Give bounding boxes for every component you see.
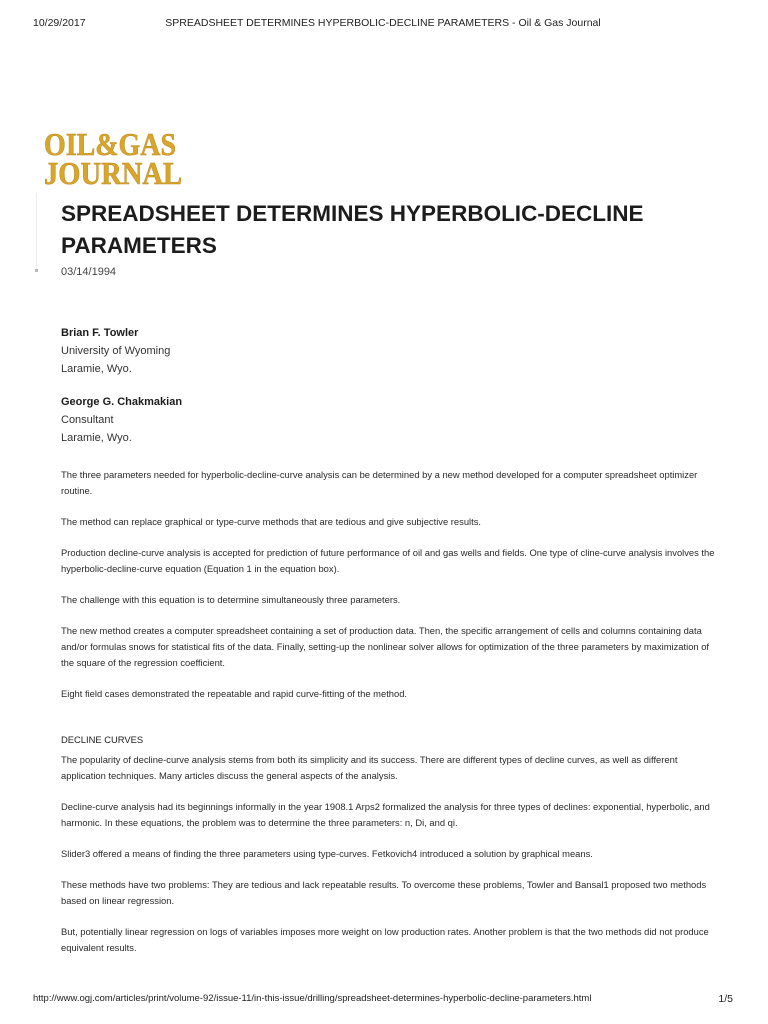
body-paragraph: The popularity of decline-curve analysis stems from both its simplicity and its success. There are different types of decline curves, as well as different application techniques. Many articles discuss the general aspects of the analysis.: [61, 754, 678, 781]
author-affiliation: Consultant: [61, 414, 114, 426]
body-paragraph: Production decline-curve analysis is accepted for prediction of future performance of oil and gas wells and fields. One type of cline-curve analysis involves the hyperbolic-decline-curve equation (Equation 1 in the equation box).: [61, 547, 715, 574]
page-number: 1/5: [718, 993, 733, 1005]
svg-text:JOURNAL: JOURNAL: [44, 155, 182, 190]
author-block: [61, 324, 461, 378]
oil-gas-journal-logo[interactable]: [42, 128, 192, 190]
author-name: George G. Chakmakian: [61, 396, 183, 408]
author-block: [61, 393, 461, 447]
logo-wordmark: [42, 128, 192, 190]
author-name: Brian F. Towler: [61, 327, 139, 339]
body-paragraph: These methods have two problems: They are tedious and lack repeatable results. To overcome these problems, Towler and Bansal1 proposed two methods based on linear regression.: [61, 879, 707, 906]
page-url[interactable]: http://www.ogj.com/articles/print/volume-92/issue-11/in-this-issue/drilling/spreadsheet-determines-hyperbolic-decline-parameters.html: [33, 993, 592, 1004]
author-affiliation: University of Wyoming: [61, 345, 171, 357]
print-header: [33, 17, 733, 31]
body-paragraph: But, potentially linear regression on logs of variables imposes more weight on low production rates. Another problem is that the two methods did not produce equivalent results.: [61, 926, 709, 953]
logo-divider: [36, 193, 37, 271]
logo-bullet: [35, 269, 38, 272]
svg-text:OIL&GAS: OIL&GAS: [44, 128, 176, 162]
print-page-title: SPREADSHEET DETERMINES HYPERBOLIC-DECLINE PARAMETERS - Oil & Gas Journal: [165, 17, 601, 29]
article-date: 03/14/1994: [61, 266, 117, 278]
article-title: SPREADSHEET DETERMINES HYPERBOLIC-DECLINE PARAMETERS: [61, 201, 644, 258]
body-paragraph: The new method creates a computer spreadsheet containing a set of production data. Then, the specific arrangement of cells and columns containing data and/or formulas snows for statistical fits of the data. Finally, setting-up the nonlinear solver allows for optimization of the three parameters by maximization of the square of the regression coefficient.: [61, 625, 710, 668]
author-location: Laramie, Wyo.: [61, 432, 132, 444]
body-paragraph: Eight field cases demonstrated the repeatable and rapid curve-fitting of the method.: [61, 688, 408, 699]
print-date: 10/29/2017: [33, 17, 86, 29]
body-paragraph: The challenge with this equation is to determine simultaneously three parameters.: [61, 594, 401, 605]
section-heading: DECLINE CURVES: [61, 734, 144, 745]
body-paragraph: The three parameters needed for hyperbolic-decline-curve analysis can be determined by a new method developed for a computer spreadsheet optimizer routine.: [61, 469, 698, 496]
body-paragraph: Decline-curve analysis had its beginnings informally in the year 1908.1 Arps2 formalized the analysis for three types of declines: exponential, hyperbolic, and harmonic. In these equations, the problem was to determine the three parameters: n, Di, and qi.: [61, 801, 710, 828]
body-paragraph: Slider3 offered a means of finding the three parameters using type-curves. Fetkovich4 introduced a solution by graphical means.: [61, 848, 593, 859]
article-body: [61, 467, 721, 971]
author-location: Laramie, Wyo.: [61, 363, 132, 375]
print-footer: [33, 993, 733, 1007]
body-paragraph: The method can replace graphical or type-curve methods that are tedious and give subjective results.: [61, 516, 482, 527]
